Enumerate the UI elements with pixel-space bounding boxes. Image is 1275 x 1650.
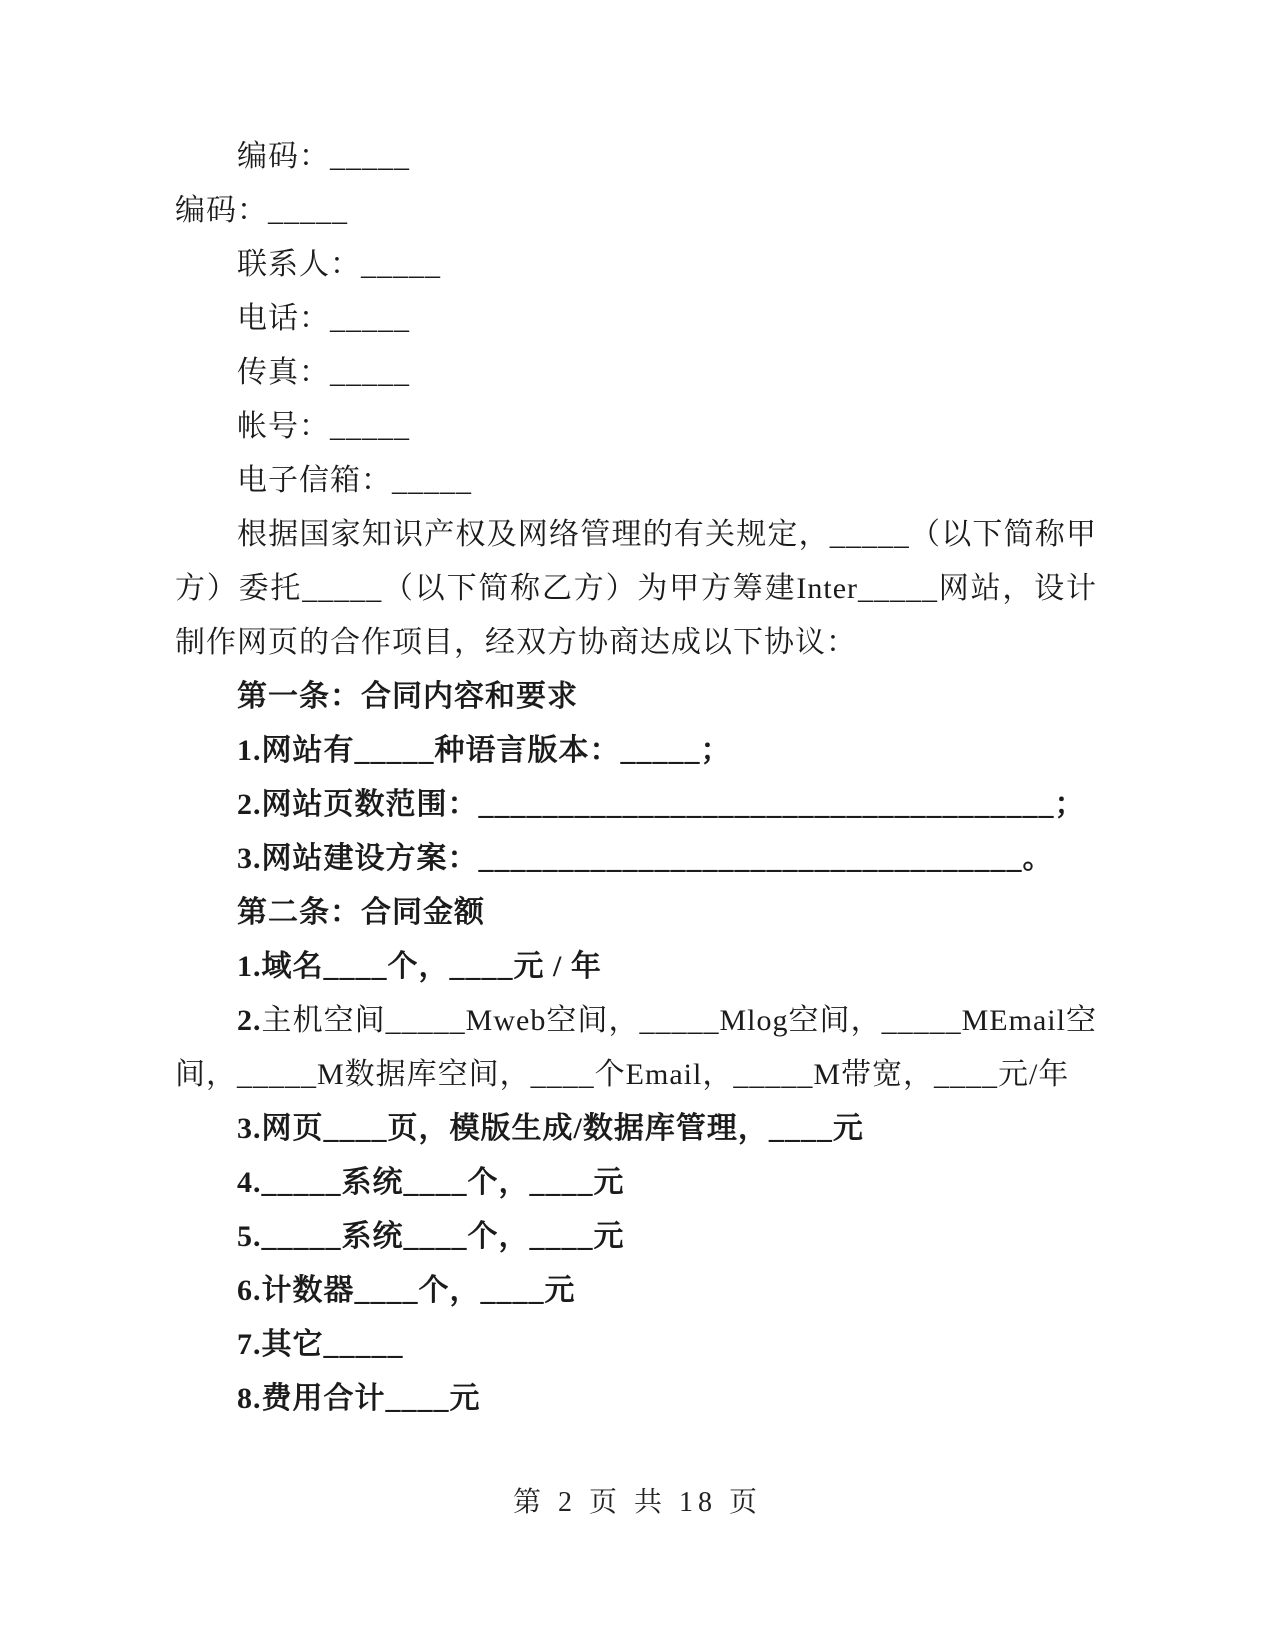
document-line (175, 130, 1097, 184)
document-line (175, 1264, 1097, 1318)
document-line (175, 994, 1097, 1102)
document-line (175, 778, 1097, 832)
document-line (175, 508, 1097, 670)
line-text: 主机空间_____Mweb空间，_____Mlog空间，_____MEmail空间，_____M数据库空间，____个Email，_____M带宽，____元/年 (175, 1004, 1097, 1091)
document-line (175, 292, 1097, 346)
line-text: 1.网站有_____种语言版本：_____； (237, 734, 732, 767)
document-line (175, 238, 1097, 292)
line-text: 3.网页____页，模版生成/数据库管理，____元 (237, 1112, 864, 1145)
line-text: 第二条：合同金额 (237, 896, 485, 929)
line-text: 帐号：_____ (237, 410, 410, 443)
document-line (175, 346, 1097, 400)
document-line (175, 1372, 1097, 1426)
line-text: 根据国家知识产权及网络管理的有关规定，_____（以下简称甲方）委托_____（以下简称乙方）为甲方筹建Inter_____网站，设计制作网页的合作项目，经双方协商达成以下协议： (175, 518, 1097, 659)
line-text: 电子信箱：_____ (237, 464, 472, 497)
line-text: 传真：_____ (237, 356, 410, 389)
document-line (175, 400, 1097, 454)
document-body (175, 130, 1097, 1426)
document-line (175, 886, 1097, 940)
line-text: 7.其它_____ (237, 1328, 404, 1361)
line-text: 2.网站页数范围：____________________________________； (237, 788, 1086, 821)
document-line (175, 1318, 1097, 1372)
document-line (175, 1156, 1097, 1210)
document-line (175, 670, 1097, 724)
document-line (175, 1102, 1097, 1156)
line-text: 3.网站建设方案：__________________________________。 (237, 842, 1054, 875)
line-number-prefix: 2. (237, 1004, 262, 1037)
line-text: 联系人：_____ (237, 248, 441, 281)
document-line (175, 940, 1097, 994)
document-line (175, 184, 1097, 238)
line-text: 5._____系统____个，____元 (237, 1220, 625, 1253)
page-number-footer: 第 2 页 共 18 页 (512, 1487, 762, 1518)
line-text: 8.费用合计____元 (237, 1382, 481, 1415)
line-text: 电话：_____ (237, 302, 410, 335)
line-text: 编码：_____ (237, 140, 410, 173)
document-line (175, 724, 1097, 778)
line-text: 4._____系统____个，____元 (237, 1166, 625, 1199)
line-text: 第一条：合同内容和要求 (237, 680, 578, 713)
line-text: 6.计数器____个，____元 (237, 1274, 576, 1307)
document-line (175, 454, 1097, 508)
document-line (175, 832, 1097, 886)
line-text: 1.域名____个，____元 / 年 (237, 950, 602, 983)
document-line (175, 1210, 1097, 1264)
line-text: 编码：_____ (175, 194, 348, 227)
